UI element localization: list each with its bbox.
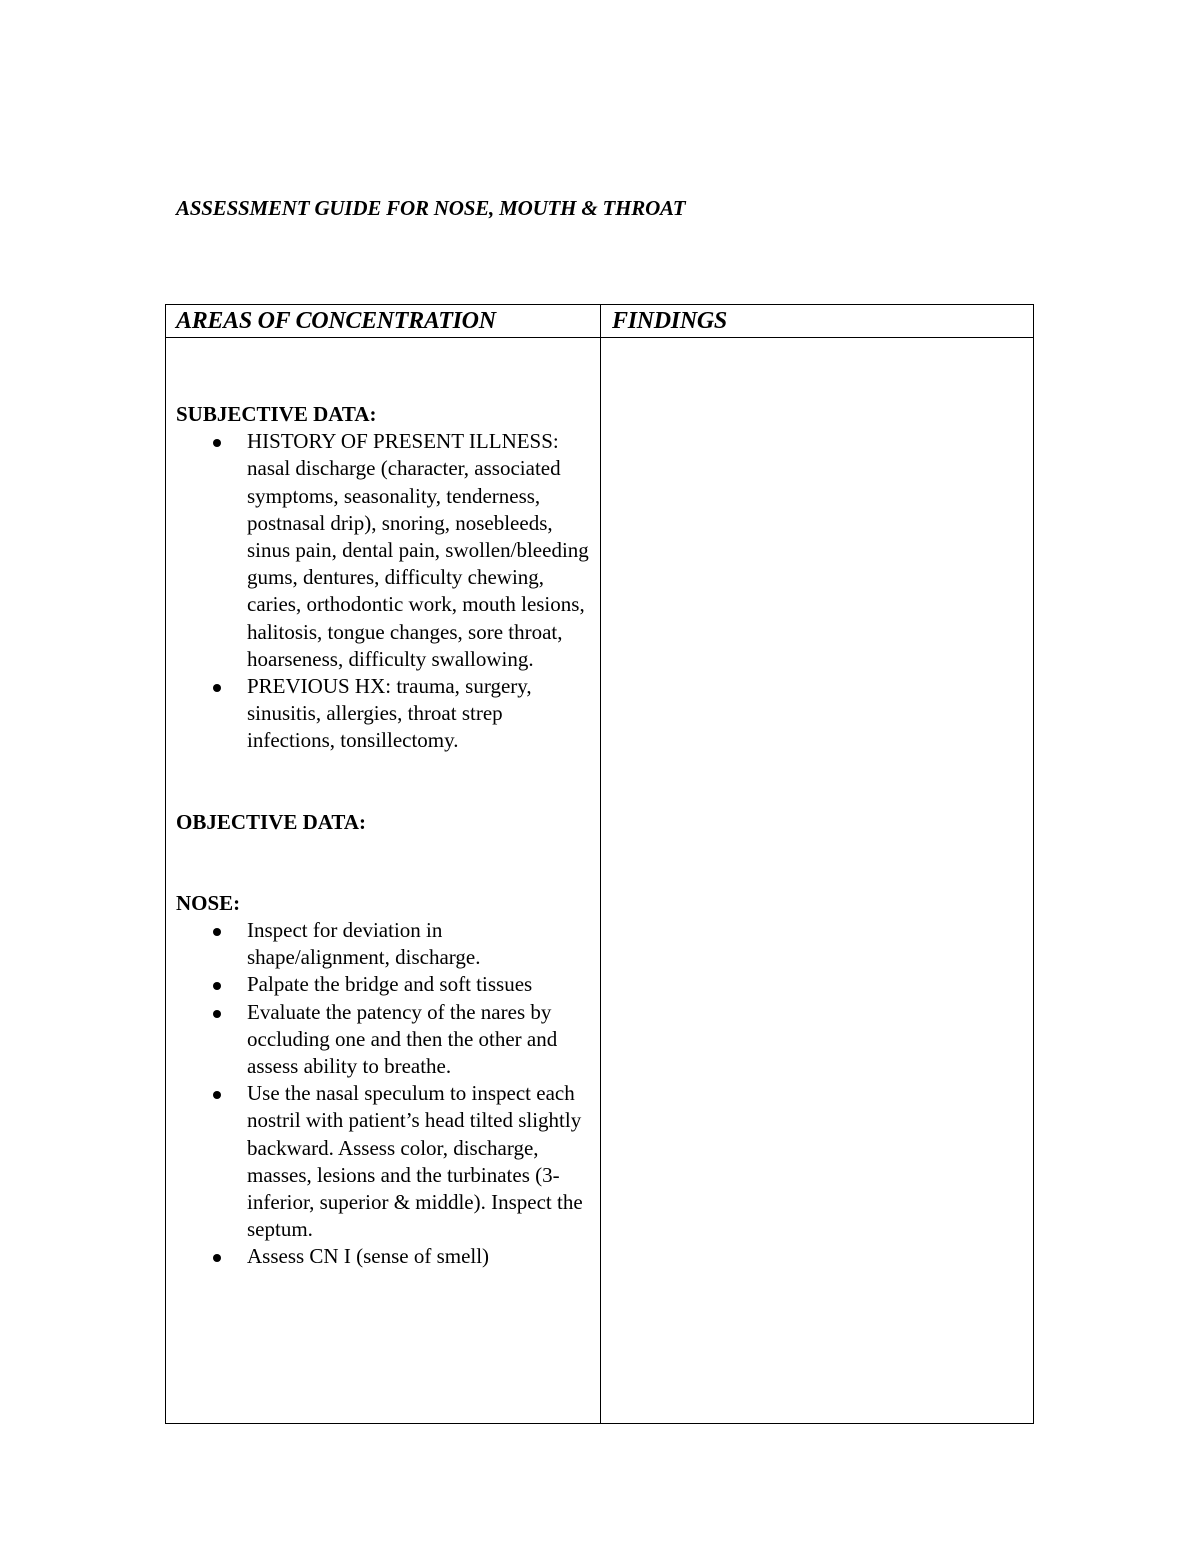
nose-heading: NOSE:	[176, 890, 241, 915]
palpate-bridge-text: Palpate the bridge and soft tissues	[247, 972, 533, 997]
evaluate-patency-text: Evaluate the patency of the nares by occluding one and then the other and assess ability to breathe.	[247, 999, 558, 1079]
list-item	[176, 673, 590, 755]
list-item	[176, 1243, 590, 1270]
areas-of-concentration-cell	[176, 338, 590, 1271]
list-item	[176, 428, 590, 673]
bullet-icon	[213, 1010, 221, 1018]
assessment-table	[165, 304, 1034, 1424]
history-of-present-illness-text: HISTORY OF PRESENT ILLNESS: nasal discharge (character, associated symptoms, seasonality, tenderness, postnasal drip), snoring, nosebleeds, sinus pain, dental pain, swollen/bleeding gums, dentures, difficulty chewing, caries, orthodontic work, mouth lesions, halitosis, tongue changes, sore throat, hoarseness, difficulty swallowing.	[247, 429, 589, 671]
bullet-icon	[213, 982, 221, 990]
nasal-speculum-text: Use the nasal speculum to inspect each nostril with patient’s head tilted slightly backward. Assess color, discharge, masses, lesions and the turbinates (3-inferior, superior & middle). Inspect the septum.	[247, 1081, 583, 1242]
nose-assessment-list	[176, 917, 590, 1271]
bullet-icon	[213, 1254, 221, 1262]
list-item	[176, 917, 590, 971]
findings-cell	[602, 338, 1033, 1423]
previous-history-text: PREVIOUS HX: trauma, surgery, sinusitis, allergies, throat strep infections, tonsillectomy.	[247, 674, 532, 753]
assess-cn-i-text: Assess CN I (sense of smell)	[247, 1244, 490, 1269]
bullet-icon	[213, 684, 221, 692]
inspect-deviation-text: Inspect for deviation in shape/alignment, discharge.	[247, 918, 481, 970]
list-item	[176, 1080, 590, 1243]
areas-of-concentration-header: AREAS OF CONCENTRATION	[176, 308, 496, 334]
findings-header: FINDINGS	[612, 308, 727, 334]
bullet-icon	[213, 1091, 221, 1099]
list-item	[176, 999, 590, 1081]
list-item	[176, 971, 590, 998]
objective-data-heading: OBJECTIVE DATA:	[176, 809, 366, 834]
bullet-icon	[213, 439, 221, 447]
document-title: ASSESSMENT GUIDE FOR NOSE, MOUTH & THROAT	[176, 196, 686, 220]
subjective-data-list	[176, 428, 590, 754]
column-divider	[600, 305, 601, 1423]
bullet-icon	[213, 928, 221, 936]
table-header-row	[166, 305, 1033, 338]
subjective-data-heading: SUBJECTIVE DATA:	[176, 402, 377, 426]
